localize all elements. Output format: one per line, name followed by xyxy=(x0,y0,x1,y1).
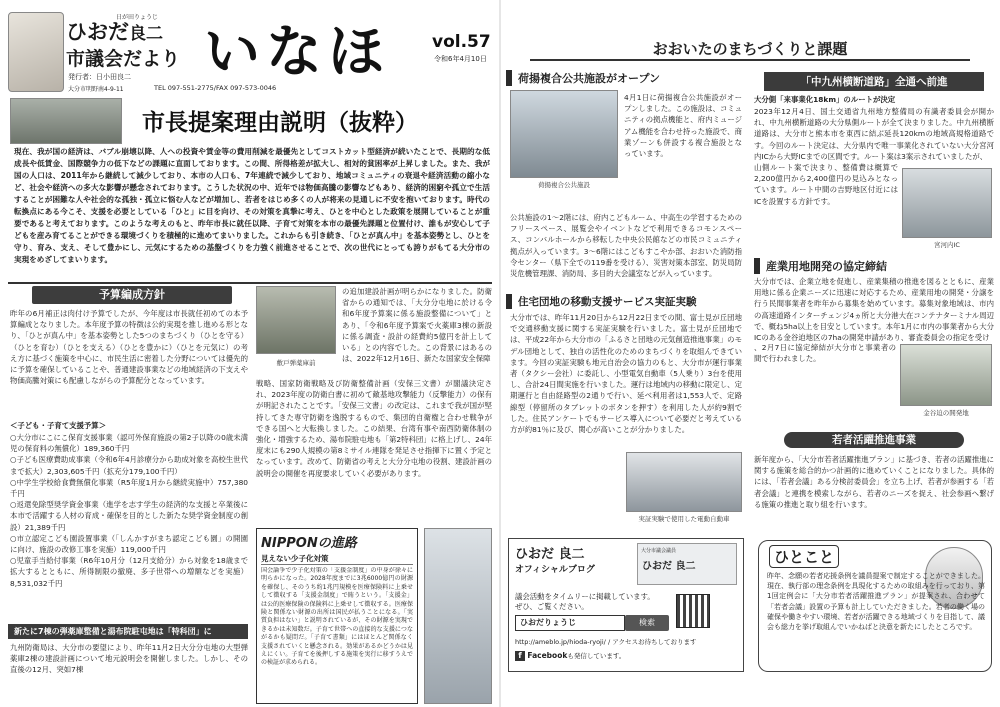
defense-text-top: の追加建設計画が明らかになりました。防衛省からの通知では、「大分分屯地に於ける令和6年度予算案に係る施設整備について」とあり、「令和6年度予算案で火薬庫3棟の新設に係る調査・設計の経費約5億円を計上している」との内容でした。この背景にはあるのは、2022年12月16日、新たな国家安全保障 xyxy=(342,287,492,364)
bus-photo xyxy=(626,452,742,512)
road-header: 「中九州横断道路」全通へ前進 xyxy=(764,72,984,91)
speech-text: 現在、我が国の経済は、バブル崩壊以降、人への投資や賃金等の費用削減を最優先としてコストカット型経済が続いたことで、長期的な低成長や低賃金、国際競争力の低下などの課題に直面しております。この間、所得格差が拡大し、相対的貧困率が上昇しました。また、我が国の人口は、2011年から継続して減少しており、本市の人口も、7年連続で減少しており、地域コミュニティの衰退や経済活動の縮小など、社会や経済への多大な影響が懸念されております。こうした状況の中、近年では物価高騰の影響などもあり、経済的困窮や孤立で生活することが困難な人や社会的な孤独・孤立に悩む人などが増加し、若者をはじめ多くの人が将来の見通しに不安を抱いております。時代の転換点にある今こそ、支援を必要としている「ひと」に目を向け、その対策を真摯に考え、ひとを中心とした政策を展開していることが重要であると考えております。このような考えのもと、昨年市長に就任以降、子育て対策を本市の最優先課題と位置付け、誰もが安心して子どもを産み育てることができる環境づくりを積極的に進めてまいりました。これからも引き続き、「ひとが真ん中」を基本姿勢とし、ひとを守り、育み、支え、そして豊かにし、元気にするための基盤づくりを力強く前進させることで、次の世代にとっても誇りがもてる大分市の実現をめざしてまいります。 xyxy=(14,147,490,264)
bus-photo-caption: 実証実験で使用した電動自動車 xyxy=(638,515,730,523)
hitokoto-box xyxy=(758,540,992,672)
nippon-text: 国会論争で少子化対策の「支援金制度」の中身が徐々に明らかになった。2028年度までに3兆6000億円の財源を確保し、そのうち約1兆円規模を医療保険料に上乗せして徴収する「支援金制度」で賄うという。「支援金」は公的医療保険の保険料に上乗せして徴収する。医療保険と関係ない財源の出所は国民が払うことになる。「実質負担はない」と説明されているが、その財源を実現できるかは未知数だ。子育て世帯への直接的な支援につながるかも疑問だ。「子育て書類」にはほとんど関係なく支援されていくと懸念される。効果があるかどうかは見えにくい。子育てを後押しする施策を実行に移すうえでの検証が求められる。 xyxy=(261,567,413,667)
road-subheading: 大分側「来事業化18km」のルートが決定 xyxy=(754,95,896,104)
budget-item: ○返還免除型奨学資金事業（進学を志す学生の経済的な支援と卒業後に本市で活躍する人材の育成・確保を目的とした新たな奨学資金制度の創設）21,389千円 xyxy=(10,500,248,532)
masthead xyxy=(8,6,492,94)
interchange-photo-caption: 宮河内IC xyxy=(934,241,960,249)
facebook-link[interactable]: Facebook xyxy=(527,651,568,660)
bus-section xyxy=(506,290,746,530)
defense-column xyxy=(256,286,492,706)
hub-text-full: 公共施設の1～2階には、府内こどもルーム、中高生の学習するためのフリースペース、展覧会やイベントなどで利用できるコモンスペース、コンバルホールから移転した中央公民館などの市民コミュニティ拠点が入っています。3～6階にはこどもすこやか部、おおいた消防指令センター（県下全での119番を受ける）、災害対策本部室、防災局防災危機管理課、消防局、多目的大会議室などが入っています。 xyxy=(510,213,742,279)
volume-number: vol.57 xyxy=(432,32,491,52)
qr-code-icon xyxy=(677,595,709,627)
development-site-photo xyxy=(900,344,992,406)
road-text: 2023年12月4日、国土交通省九州地方整備局の有識者委員会が開かれ、中九州横断道路の大分県側ルートが全て決まりました。中九州横断道路は、大分市と熊本市を東西に結ぶ延長120kmの地域高規格道路です。今回のルート決定は、大分県内で唯一事業化されていない大分宮河内ICから大野ICまでの区間です。ルート案は3案示されていましたが、 山側ルート案で決まり、整備費は概算で2,200億円から2,400億円の見込みとなっています。ルート中間の吉野地区付近にはICを設置する方針です。 xyxy=(754,107,994,206)
childcare-subheading: ＜子ども・子育て支援予算＞ xyxy=(10,421,107,430)
nippon-box xyxy=(256,528,418,704)
blog-line2: ぜひ、ご覧ください。 xyxy=(515,602,589,611)
nippon-subtitle: 見えない少子化対策 xyxy=(261,553,413,565)
right-main-title-text: おおいたのまちづくりと課題 xyxy=(652,40,848,58)
blog-card: 大分市議会議員 ひおだ 良二 xyxy=(637,543,737,585)
budget-header-label: 予算編成方針 xyxy=(99,288,165,301)
hub-header: 荷揚複合公共施設がオープン xyxy=(506,70,706,86)
interchange-photo xyxy=(902,168,992,238)
budget-item: ○大分市にこにこ保育支援事業（認可外保育施設の第2子以降の0歳未満児の保育料の無償化）189,360千円 xyxy=(10,433,248,454)
right-page xyxy=(504,0,996,707)
budget-items xyxy=(10,432,248,589)
budget-header xyxy=(32,286,232,304)
ammunition-depot-bar: 新たに7棟の弾薬庫整備と湯布院駐屯地は「特科団」に xyxy=(8,624,248,639)
address: 大分市明野南4-9-11 xyxy=(68,86,124,93)
budget-item: ○児童手当給付事業（R6年10月分（12月支給分）から対象を18歳まで拡大するとともに、所得制限の撤廃、多子世帯への増額などを実施）8,531,032千円 xyxy=(10,556,248,588)
road-section xyxy=(754,64,994,254)
blog-search-input[interactable]: ひおだりょうじ xyxy=(515,615,625,631)
hub-photo xyxy=(510,90,618,178)
youth-text: 新年度から、「大分市若者活躍推進プラン」に基づき、若者の活躍推進に関する施策を総合的かつ計画的に進めていくことになりました。具体的には、「若者会議」ある分検討委員会」を立ち上げ、若者が参画する「若者会議」と連携を模索しながら、若者のニーズを捉え、社会参画へ繋げる施策の推進と取り組を行います。 xyxy=(754,455,994,509)
blog-url-row: http://ameblo.jp/hioda-ryoji/ / アクセスお待ちしております xyxy=(515,638,697,646)
speech-section xyxy=(8,94,492,280)
budget-item: ○子ども医療費助成事業（令和6年4月診療分から助成対象を高校生世代まで拡大）2,303,605千円（拡充分179,100千円） xyxy=(10,455,248,476)
hub-photo-caption: 荷揚複合公共施設 xyxy=(538,181,590,189)
hitokoto-title: ひとこと xyxy=(769,545,839,568)
industry-text: 大分市では、企業立地を促進し、産業集積の推進を図るとともに、産業用地に係る企業ニーズに迅速に対応するため、産業用地の開発・分譲を行う民間事業者を昨年から募集を始めています。募集対象地域は、市内の高速道路インターチェンジ4ヵ所と大分港大在コンテナターミナル周辺で、概ね5ha以上を目安としています。本年1月に市内の事業者から大分ICのある金谷迫地区の7haの開発申請があり、審査委員会の指定を受け 、2月7日に協定締結が大分市と事業者の間で行われました。 xyxy=(754,277,994,364)
blog-search-button[interactable]: 検索 xyxy=(625,615,669,631)
hitokoto-text: 昨年、念願の若者応援条例を議員提案で制定することができました。現在、執行部の理念条例を具現化するための取組みを行っており、第1回定例会に「大分市若者活躍推進プラン」が提案され、合わせて「若者会議」設置の予算も計上していただきました。若者の働く場の確保や働きやすい環境、若者が活躍できる地域づくりを目指して、議会も総力を挙げ取組んでいかねばと決意を新たにしたところです。 xyxy=(767,572,985,632)
depot-photo-caption: 敷戸弾薬庫前 xyxy=(276,359,316,367)
hub-section xyxy=(506,64,746,284)
author-portrait xyxy=(8,12,64,92)
budget-intro: 昨年の6月補正は肉付け予算でしたが、今年度は市長就任初めての本予算編成となりました。本年度予算の特徴は公約実現を推し進める形となり、「ひとが真ん中」を基本姿勢とした5つのまちづくり（ひとを守る）（ひとを育む）（ひとを支える）（ひとを豊かに）（ひとを元気に）の考え方に基づく施策を中心に、市民生活に密着した分野については優先的に予算を確保していることや、普通建設事業などの地域経済の下支えや物価高騰対策にも配慮しながらの予算配分となっています。 xyxy=(10,309,248,386)
speech-title: 市長提案理由説明（抜粋） xyxy=(142,110,418,136)
budget-item: ○市立認定こども園設置事業（「しんかすがまち認定こども園」の開園に向け、施設の改修工事を実施）119,000千円 xyxy=(10,533,248,555)
defense-text-main: 戦略、国家防衛戦略及び防衛整備計画（安保三文書）が閣議決定され、2023年度の防衛白書に初めて敵基地攻撃能力（反撃能力）の保有が明記されたことです。「安保三文書」の改定は、これまで我が国が堅持してきた専守防衛を逸脱するもので、集団的自衛権と合わせ戦争ができる国へと大転換しました。この結果、台湾有事や南西防衛体制の強化・増強するため、湯布院駐屯地も「第2特科団」に格上げし、24年度末にも290人規模の第8ミサイル連隊を発足させ指揮下に置く予定となっています。改めて、防衛省の考えと大分分屯地の役割、建設計画の説明会の開催を再度要求していく必要があります。 xyxy=(256,379,492,478)
bus-text: 大分市では、昨年11月20日から12月22日までの間、富士見が丘団地で交通移動支援に関する実証実験を行いました。富士見が丘団地では、平成22年から大分市の「ふるさと団地の元気創造推進事業」のモデル団地として、独自の活性化のためのまちづくりを取組んできています。今回の実証実験も地元自治会の協力のもと、大分市が運行事業者（タクシー会社）に委託し、小型電気自動車（5人乗り）3台を使用し、合計24日間実施を行いました。運行は地域内の移動に限定し、定期運行と自由経路型の2通りで行い、延べ利用者は1,553人で、定路線型（停留所のタブレットのボタンを押す）を利用した人が約9割でした。住民アンケートでもサービス導入について必要だと考えている方が約81％に及び、関心が高いことが分かりました。 xyxy=(510,313,742,435)
hub-text-side: 4月1日に荷揚複合公共施設がオープンしました。この施設は、コミュニティの拠点機能と、府内ミュージアム機能を合わせ持った施設で、商業ゾーンも併設する複合施設となっています。 xyxy=(624,93,742,159)
big-title: いなほ xyxy=(204,19,390,85)
depot-photo xyxy=(256,286,336,354)
name-small: 日が田りょうじ xyxy=(116,14,159,21)
phone-fax: TEL 097-551-2775/FAX 097-573-0046 xyxy=(154,84,277,92)
development-site-caption: 金谷迫の開発地 xyxy=(923,409,969,417)
ammunition-depot-text: 九州防衛局は、大分市の要望により、昨年11月2日大分分屯地の大型弾薬庫2棟の建設計画について地元説明会を開催しました。しかし、その直後の12月、突如7棟 xyxy=(10,643,248,675)
budget-item: ○中学生学校給食費無償化事業（R5年度1月から継続実施中）757,380千円 xyxy=(10,477,248,499)
flyer-thumbnail xyxy=(424,528,492,704)
industry-section xyxy=(754,258,994,424)
masthead-title-line2: 市議会だより xyxy=(66,48,181,70)
blog-line1: 議会活動をタイムリーに掲載しています。 xyxy=(515,592,655,601)
issue-date: 令和6年4月10日 xyxy=(434,55,487,63)
blog-url-link[interactable]: http://ameblo.jp/hioda-ryoji/ xyxy=(515,638,606,646)
blog-box xyxy=(508,538,744,672)
publisher: 発行者：日小田良二 xyxy=(68,73,131,81)
budget-column xyxy=(8,286,248,706)
page-fold xyxy=(499,0,501,707)
facebook-row: f Facebookも発信しています。 xyxy=(515,651,625,661)
bus-header: 住宅団地の移動支援サービス実証実験 xyxy=(506,294,736,309)
industry-header: 産業用地開発の協定締結 xyxy=(754,258,974,274)
youth-section xyxy=(754,428,994,532)
youth-header: 若者活躍推進事業 xyxy=(784,432,964,448)
right-main-title xyxy=(530,38,970,61)
city-assembly-photo xyxy=(10,98,122,144)
nippon-title: NIPPONの進路 xyxy=(261,536,357,551)
blog-title: ひおだ 良二 オフィシャルブログ xyxy=(515,547,595,575)
divider xyxy=(8,282,492,284)
facebook-icon: f xyxy=(515,651,525,661)
masthead-title-line1: ひおだ良二 xyxy=(66,19,163,44)
